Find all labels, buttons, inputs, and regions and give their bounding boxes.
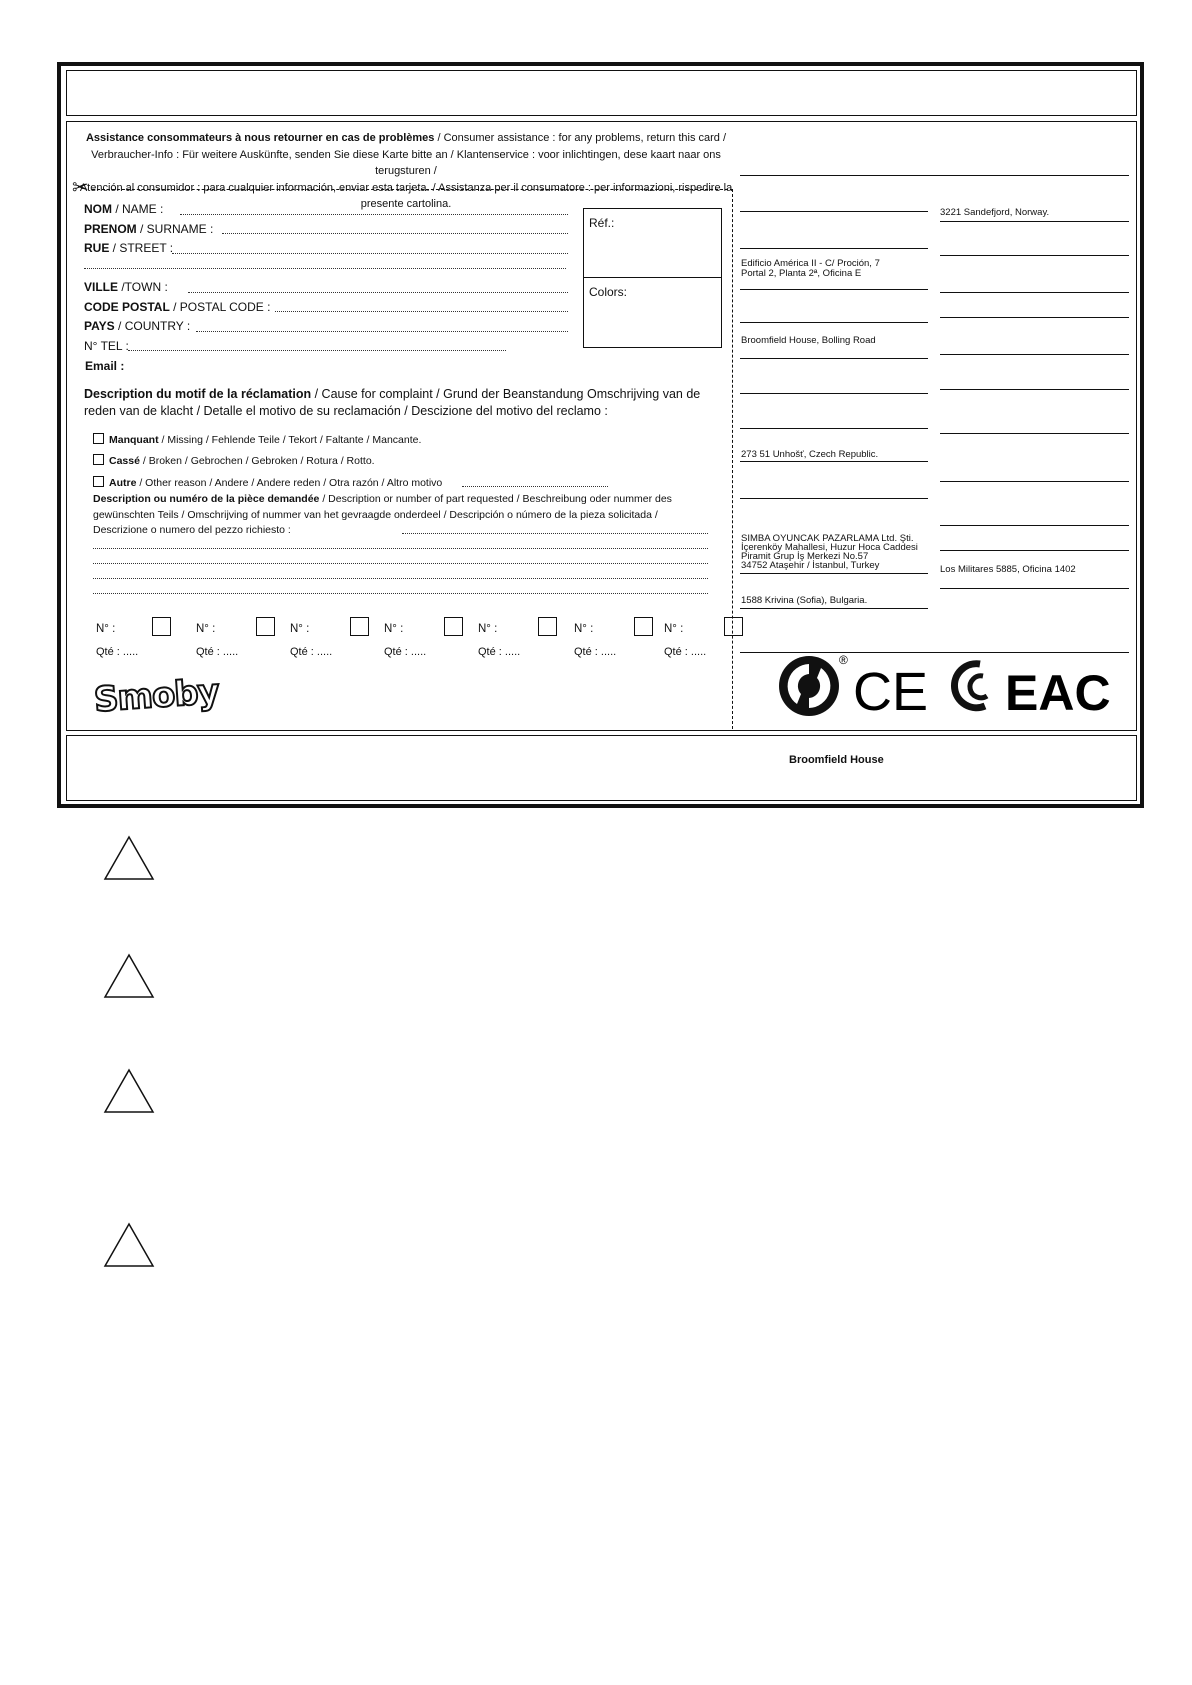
part-quantity-label[interactable]: Qté : ..... <box>290 646 333 658</box>
warning-triangle-icon <box>103 1222 155 1268</box>
address-line <box>940 588 1129 589</box>
address-line <box>740 428 928 429</box>
part-number-label: N° : <box>96 623 116 635</box>
field-rue-line-2[interactable] <box>84 268 566 269</box>
address-spain-1: Edificio América II - C/ Proción, 7 <box>741 258 880 269</box>
address-line <box>740 175 1129 176</box>
bottom-band-address: Broomfield House <box>789 754 884 766</box>
checkbox-missing[interactable]: Manquant / Missing / Fehlende Teile / Tekort / Faltante / Mancante. <box>93 433 421 447</box>
address-line <box>740 573 928 574</box>
part-number-label: N° : <box>574 623 594 635</box>
part-line-5[interactable] <box>93 593 708 594</box>
field-pays-line[interactable] <box>196 331 568 332</box>
address-line <box>740 498 928 499</box>
ref-label: Réf.: <box>589 216 615 230</box>
address-line <box>740 608 928 609</box>
field-nom-label: NOM / NAME : <box>84 202 164 216</box>
colors-label: Colors: <box>589 285 628 299</box>
field-prenom-label: PRENOM / SURNAME : <box>84 222 214 236</box>
part-line-4[interactable] <box>93 578 708 579</box>
certification-marks <box>775 652 1111 722</box>
warning-triangle-icon <box>103 953 155 999</box>
scissors-icon: ✂ <box>72 177 89 199</box>
address-line <box>940 317 1129 318</box>
complaint-description: Description du motif de la réclamation / Cause for complaint / Grund der Beanstandung Omschrijving van de reden van de klacht / Detalle el motivo de su reclamación / Descizione del motivo del reclamo : <box>84 387 701 418</box>
field-cp-label: CODE POSTAL / POSTAL CODE : <box>84 300 271 314</box>
part-line-2[interactable] <box>93 548 708 549</box>
part-number-box[interactable] <box>152 617 171 636</box>
card-bottom-band <box>66 735 1137 801</box>
part-number-label: N° : <box>196 623 216 635</box>
reference-box <box>583 208 722 348</box>
address-line <box>940 389 1129 390</box>
address-line <box>940 221 1129 222</box>
intro-title: Assistance consommateurs à nous retourner en cas de problèmes <box>85 132 435 144</box>
part-number-label: N° : <box>290 623 310 635</box>
other-reason-line[interactable] <box>462 486 608 487</box>
rcm-icon <box>954 664 987 708</box>
field-ville-line[interactable] <box>188 292 568 293</box>
address-line <box>740 248 928 249</box>
address-line <box>940 550 1129 551</box>
checkbox-other[interactable]: Autre / Other reason / Andere / Andere reden / Otra razón / Altro motivo <box>93 476 442 490</box>
warning-triangle-icon <box>103 1068 155 1114</box>
address-bulgaria: 1588 Krivina (Sofia), Bulgaria. <box>741 595 868 606</box>
field-pays-label: PAYS / COUNTRY : <box>84 319 191 333</box>
address-line <box>940 292 1129 293</box>
address-norway: 3221 Sandefjord, Norway. <box>940 207 1050 218</box>
address-uk: Broomfield House, Bolling Road <box>741 335 876 346</box>
part-number-label: N° : <box>664 623 684 635</box>
smoby-logo: Smoby <box>92 671 221 721</box>
intro-line1: / Consumer assistance : for any problems, return this card / <box>434 132 727 144</box>
part-number-box[interactable] <box>256 617 275 636</box>
registered-mark: ® <box>839 653 848 667</box>
part-number-box[interactable] <box>350 617 369 636</box>
green-dot-icon <box>779 656 839 716</box>
checkbox-box[interactable] <box>93 454 104 465</box>
cut-line-horizontal <box>92 189 733 190</box>
part-line-3[interactable] <box>93 563 708 564</box>
field-rue-label: RUE / STREET : <box>84 241 174 255</box>
part-request-text: Description ou numéro de la pièce demandée / Description or number of part requested / Beschreibung oder nummer des gewünschten Teils / Omschrijving of nummer van het gevraagde onderdeel / Descripción o número de la pieza solicitada / Descrizione o numero del pezzo richiesto : <box>93 493 672 536</box>
address-chile: Los Militares 5885, Oficina 1402 <box>940 564 1076 575</box>
part-line-1[interactable] <box>402 533 708 534</box>
field-tel-label: N° TEL : <box>84 339 129 353</box>
ce-mark: CE <box>853 662 929 722</box>
address-line <box>740 322 928 323</box>
address-turkey-3: Piramit Grup İş Merkezi No.57 <box>741 551 869 562</box>
field-ville-label: VILLE /TOWN : <box>84 280 168 294</box>
cut-line-vertical <box>732 189 733 729</box>
address-turkey-2: İçerenköy Mahallesi, Huzur Hoca Caddesi <box>741 542 918 553</box>
part-number-box[interactable] <box>538 617 557 636</box>
field-prenom-line[interactable] <box>222 233 568 234</box>
part-number-box[interactable] <box>724 617 743 636</box>
part-number-label: N° : <box>478 623 498 635</box>
part-number-label: N° : <box>384 623 404 635</box>
part-quantity-label[interactable]: Qté : ..... <box>384 646 427 658</box>
part-quantity-label[interactable]: Qté : ..... <box>196 646 239 658</box>
eac-mark: EAC <box>1005 665 1111 721</box>
checkbox-broken[interactable]: Cassé / Broken / Gebrochen / Gebroken / Rotura / Rotto. <box>93 454 375 468</box>
part-quantity-label[interactable]: Qté : ..... <box>574 646 617 658</box>
intro-line3: Atención al consumidor : para cualquier información, enviar esta tarjeta. / Assistanza per il consumatore : per informazioni, rispedire la presente cartolina. <box>79 181 733 210</box>
checkbox-box[interactable] <box>93 476 104 487</box>
reference-box-divider <box>584 277 721 278</box>
address-line <box>740 289 928 290</box>
address-line <box>940 525 1129 526</box>
address-turkey-1: SIMBA OYUNCAK PAZARLAMA Ltd. Şti. <box>741 533 914 544</box>
part-quantity-label[interactable]: Qté : ..... <box>478 646 521 658</box>
address-czech: 273 51 Unhošť, Czech Republic. <box>741 449 879 460</box>
part-number-box[interactable] <box>634 617 653 636</box>
address-line <box>940 481 1129 482</box>
address-line <box>940 354 1129 355</box>
field-nom-line[interactable] <box>180 214 568 215</box>
address-line <box>740 393 928 394</box>
address-line <box>740 358 928 359</box>
field-tel-line[interactable] <box>128 350 506 351</box>
address-turkey-4: 34752 Ataşehir / İstanbul, Turkey <box>741 560 880 571</box>
address-line <box>940 255 1129 256</box>
warning-triangle-icon <box>103 835 155 881</box>
part-number-box[interactable] <box>444 617 463 636</box>
intro-line2: Verbraucher-Info : Für weitere Auskünfte, senden Sie diese Karte bitte an / Klantenservice : voor inlichtingen, dese kaart naar ons terugsturen / <box>91 148 721 177</box>
address-spain-2: Portal 2, Planta 2ª, Oficina E <box>741 268 862 279</box>
address-line <box>940 433 1129 434</box>
consumer-assistance-intro <box>76 130 736 213</box>
part-quantity-label[interactable]: Qté : ..... <box>96 646 139 658</box>
field-cp-line[interactable] <box>275 311 568 312</box>
field-rue-line[interactable] <box>172 253 568 254</box>
part-quantity-label[interactable]: Qté : ..... <box>664 646 707 658</box>
address-line <box>740 461 928 462</box>
address-line <box>740 211 928 212</box>
checkbox-box[interactable] <box>93 433 104 444</box>
card-top-band <box>66 70 1137 116</box>
field-email-label: Email : <box>85 359 125 373</box>
